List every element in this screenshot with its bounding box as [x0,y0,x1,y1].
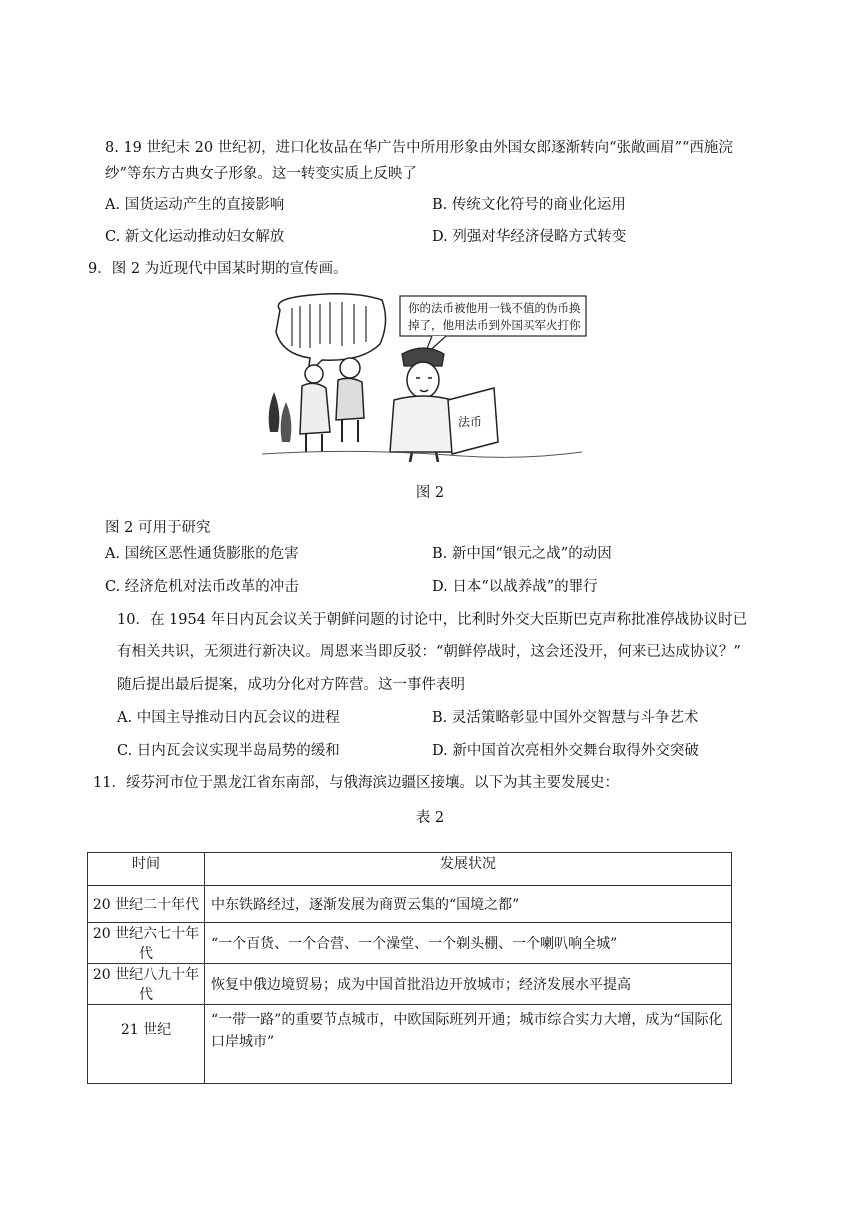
bubble-line1: 你的法币被他用一钱不值的伪币换 [408,301,581,315]
q10-option-b: B. 灵活策略彰显中国外交智慧与斗争艺术 [432,710,699,726]
table-cell-time: 20 世纪八九十年代 [88,964,205,1005]
table-cell-status: 恢复中俄边境贸易；成为中国首批沿边开放城市；经济发展水平提高 [205,964,732,1005]
q10-option-d: D. 新中国首次亮相外交舞台取得外交突破 [432,743,699,759]
q8-option-d: D. 列强对华经济侵略方式转变 [432,229,627,245]
figure-caption: 图 2 [415,485,445,501]
bubble-line2: 掉了，他用法币到外国买军火打你 [408,318,581,332]
q9-question: 图 2 可用于研究 [105,520,211,536]
q8-stem-line2: 纱”等东方古典女子形象。这一转变实质上反映了 [105,166,417,182]
book-label: 法币 [458,415,483,429]
table-row [88,923,732,964]
q10-stem-line2: 有相关共识，无须进行新决议。周恩来当即反驳：“朝鲜停战时，这会还没开，何来已达成协议？” [117,644,741,660]
q10-stem-line1: 10．在 1954 年日内瓦会议关于朝鲜问题的讨论中，比利时外交大臣斯巴克声称批准停战协议时已 [117,612,748,628]
q10-option-c: C. 日内瓦会议实现半岛局势的缓和 [117,743,340,759]
table-header-time: 时间 [88,853,205,886]
q11-stem: 11．绥芬河市位于黑龙江省东南部，与俄海滨边疆区接壤。以下为其主要发展史： [93,775,619,791]
q8-option-a: A. 国货运动产生的直接影响 [105,197,285,213]
table-cell-time: 20 世纪二十年代 [88,886,205,923]
q10-option-a: A. 中国主导推动日内瓦会议的进程 [117,710,340,726]
table-row [88,1005,732,1084]
q9-option-d: D. 日本“以战养战”的罪行 [432,579,598,595]
table-cell-status: “一个百货、一个合营、一个澡堂、一个剃头棚、一个喇叭响全城” [205,923,732,964]
table-row [88,964,732,1005]
q8-stem-line1: 8. 19 世纪末 20 世纪初，进口化妆品在华广告中所用形象由外国女郎逐渐转向“张敞画眉”“西施浣 [105,140,733,156]
propaganda-cartoon [262,292,592,462]
q9-option-a: A. 国统区恶性通货膨胀的危害 [105,546,299,562]
table-caption: 表 2 [415,810,445,826]
table-row [88,886,732,923]
table-header-status: 发展状况 [205,853,732,886]
q9-stem: 9．图 2 为近现代中国某时期的宣传画。 [88,261,348,277]
table-cell-time: 21 世纪 [88,1005,205,1084]
q9-option-c: C. 经济危机对法币改革的冲击 [105,579,299,595]
table-cell-status: 中东铁路经过，逐渐发展为商贾云集的“国境之都” [205,886,732,923]
table-cell-time: 20 世纪六七十年代 [88,923,205,964]
q9-option-b: B. 新中国“银元之战”的动因 [432,546,612,562]
table-cell-status: “一带一路”的重要节点城市，中欧国际班列开通；城市综合实力大增，成为“国际化口岸城市” [205,1005,732,1084]
q8-option-b: B. 传统文化符号的商业化运用 [432,197,626,213]
development-history-table [87,852,732,1084]
q8-option-c: C. 新文化运动推动妇女解放 [105,229,285,245]
q10-stem-line3: 随后提出最后提案，成功分化对方阵营。这一事件表明 [117,677,465,693]
